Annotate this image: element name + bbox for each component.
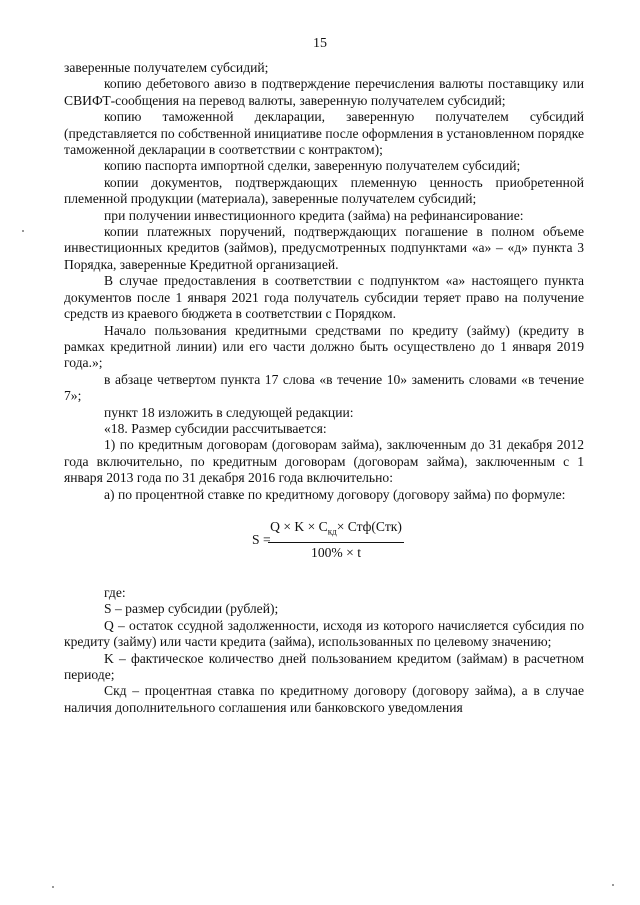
document-body bbox=[64, 60, 584, 716]
paragraph: копию дебетового авизо в подтверждение перечисления валюты поставщику или СВИФТ-сообщения на перевод валюты, заверенную получателем субсидий; bbox=[64, 76, 584, 108]
paragraph: «18. Размер субсидии рассчитывается: bbox=[104, 420, 327, 436]
paragraph: Начало пользования кредитными средствами по кредиту (займу) (кредиту в рамках кредитной линии) или его части должно быть осуществлено до 1 января 2019 года.»; bbox=[64, 322, 584, 371]
paragraph: Q – остаток ссудной задолженности, исходя из которого начисляется субсидия по кредиту (займу) или части кредита (займа), использованных по целевому значению; bbox=[64, 617, 584, 650]
formula-numerator bbox=[268, 519, 404, 543]
formula-fraction bbox=[268, 519, 404, 562]
paragraph: пункт 18 изложить в следующей редакции: bbox=[104, 404, 354, 420]
paragraph: а) по процентной ставке по кредитному договору (договору займа) по формуле: bbox=[104, 486, 566, 502]
paragraph: копию таможенной декларации, заверенную получателем субсидий (представляется по собственной инициативе после оформления в установленном порядке таможенной декларации в соответствии с контрактом); bbox=[64, 109, 584, 158]
paragraph: копию паспорта импортной сделки, заверенную получателем субсидий; bbox=[104, 158, 521, 174]
paragraph: K – фактическое количество дней пользованием кредитом (займам) в расчетном периоде; bbox=[64, 650, 584, 682]
paragraph: копии платежных поручений, подтверждающих погашение в полном объеме инвестиционных кредитов (займов), предусмотренных подпунктами «а» – «д» пункта 3 Порядка, заверенные Кредитной организацией. bbox=[64, 224, 584, 272]
scan-speck bbox=[52, 886, 54, 888]
paragraph: S – размер субсидии (рублей); bbox=[104, 601, 279, 617]
scan-speck bbox=[612, 884, 614, 886]
paragraph: заверенные получателем субсидий; bbox=[64, 60, 269, 75]
formula-subscript: кд bbox=[327, 526, 337, 537]
page-number: 15 bbox=[313, 36, 327, 51]
formula-lhs: S = bbox=[252, 531, 271, 547]
paragraph: Скд – процентная ставка по кредитному договору (договору займа), а в случае наличия дополнительного соглашения или банковского уведомления bbox=[64, 683, 584, 715]
subsidy-formula bbox=[64, 511, 584, 577]
paragraph: где: bbox=[104, 584, 126, 600]
paragraph: в абзаце четвертом пункта 17 слова «в течение 10» заменить словами «в течение 7»; bbox=[64, 371, 584, 404]
scan-speck bbox=[22, 230, 24, 232]
formula-denominator: 100% × t bbox=[311, 545, 361, 561]
paragraph: копии документов, подтверждающих племенную ценность приобретенной племенной продукции (материала), заверенные получателем субсидий; bbox=[64, 174, 584, 207]
paragraph: 1) по кредитным договорам (договорам займа), заключенным до 31 декабря 2012 года включительно, по кредитным договорам (договорам займа), заключенным с 1 января 2013 года по 31 декабря 2016 года включительно: bbox=[64, 437, 584, 486]
formula-numerator-part: Q × K × C bbox=[270, 518, 328, 534]
paragraph: при получении инвестиционного кредита (займа) на рефинансирование: bbox=[104, 207, 524, 223]
formula-numerator-part: × Стф(Стк) bbox=[336, 518, 402, 534]
paragraph: В случае предоставления в соответствии с подпунктом «а» настоящего пункта документов после 1 января 2021 года получатель субсидии теряет право на получение средств из краевого бюджета в соответствии с Порядком. bbox=[64, 273, 584, 322]
